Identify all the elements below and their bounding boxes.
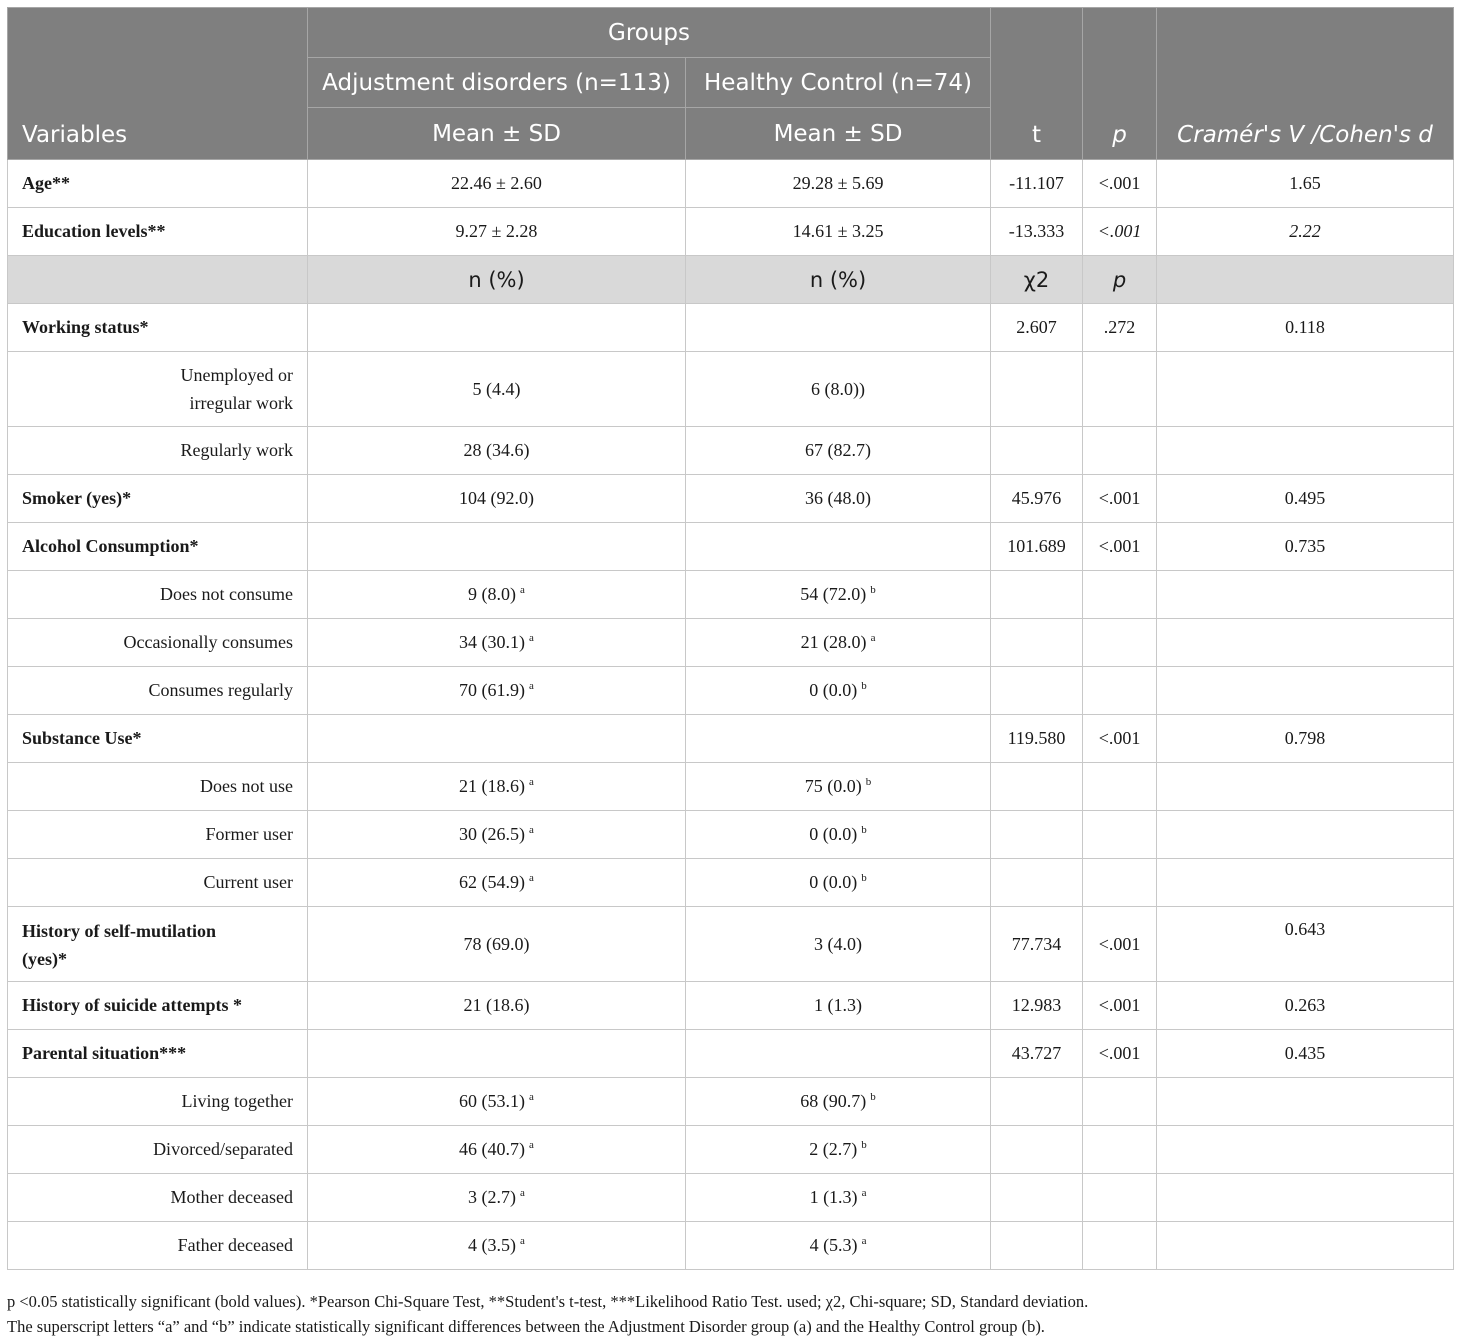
row-label: Does not consume (8, 571, 308, 619)
header-t: t (991, 8, 1083, 160)
row-label: Does not use (8, 763, 308, 811)
cell-effect: 0.798 (1157, 715, 1454, 763)
table-row (8, 715, 1454, 763)
cell-hc: 68 (90.7) $^b$ (686, 1078, 991, 1126)
cell-stat: 119.580 (991, 715, 1083, 763)
row-label: Age** (8, 160, 308, 208)
cell-ad: 3 (2.7) $^a$ (308, 1174, 686, 1222)
cell-p: <.001 (1083, 715, 1157, 763)
cell-hc: 75 (0.0) $^b$ (686, 763, 991, 811)
header-group-adjustment: Adjustment disorders (n=113) (308, 58, 686, 108)
cell-hc: 4 (5.3) $^a$ (686, 1222, 991, 1270)
row-label: Current user (8, 859, 308, 907)
cell-hc: 1 (1.3) (686, 982, 991, 1030)
table-footnotes (7, 1289, 1453, 1339)
subheader-empty (8, 256, 308, 304)
cell-ad: 4 (3.5) $^a$ (308, 1222, 686, 1270)
cell-ad: 62 (54.9) $^a$ (308, 859, 686, 907)
cell-hc: 3 (4.0) (686, 907, 991, 982)
table-row (8, 427, 1454, 475)
cell-stat: 43.727 (991, 1030, 1083, 1078)
cell-effect: 0.263 (1157, 982, 1454, 1030)
cell-stat: -11.107 (991, 160, 1083, 208)
row-label: Smoker (yes)* (8, 475, 308, 523)
cell-ad: 5 (4.4) (308, 352, 686, 427)
header-mean-sd-ad: Mean ± SD (308, 108, 686, 160)
cell-hc: 29.28 ± 5.69 (686, 160, 991, 208)
cell-ad: 9.27 ± 2.28 (308, 208, 686, 256)
row-label: Mother deceased (8, 1174, 308, 1222)
cell-stat: 12.983 (991, 982, 1083, 1030)
cell-ad: 22.46 ± 2.60 (308, 160, 686, 208)
table-row (8, 160, 1454, 208)
cell-stat: 45.976 (991, 475, 1083, 523)
table-row (8, 907, 1454, 982)
cell-hc: 67 (82.7) (686, 427, 991, 475)
subheader-n-percent-ad: n (%) (308, 256, 686, 304)
cell-hc: 6 (8.0)) (686, 352, 991, 427)
cell-ad: 9 (8.0) $^a$ (308, 571, 686, 619)
row-label: Consumes regularly (8, 667, 308, 715)
row-label: Former user (8, 811, 308, 859)
header-variables: Variables (8, 8, 308, 160)
cell-effect: 0.435 (1157, 1030, 1454, 1078)
header-mean-sd-hc: Mean ± SD (686, 108, 991, 160)
cell-stat: 2.607 (991, 304, 1083, 352)
row-label: History of self-mutilation (yes)* (8, 907, 308, 982)
cell-hc: 54 (72.0) $^b$ (686, 571, 991, 619)
subheader-n-percent-hc: n (%) (686, 256, 991, 304)
cell-ad: 30 (26.5) $^a$ (308, 811, 686, 859)
cell-effect: 1.65 (1157, 160, 1454, 208)
cell-p: <.001 (1083, 1030, 1157, 1078)
subheader-row (8, 256, 1454, 304)
cell-effect: 0.118 (1157, 304, 1454, 352)
table-row (8, 523, 1454, 571)
header-effect-size: Cramér's V /Cohen's d (1157, 8, 1454, 160)
table-row (8, 619, 1454, 667)
table-row (8, 667, 1454, 715)
cell-hc: 0 (0.0) $^b$ (686, 667, 991, 715)
cell-stat: 101.689 (991, 523, 1083, 571)
cell-hc: 14.61 ± 3.25 (686, 208, 991, 256)
cell-ad: 46 (40.7) $^a$ (308, 1126, 686, 1174)
table-row (8, 1222, 1454, 1270)
cell-ad: 28 (34.6) (308, 427, 686, 475)
header-p: p (1083, 8, 1157, 160)
table-row (8, 352, 1454, 427)
row-label: Living together (8, 1078, 308, 1126)
table-row (8, 208, 1454, 256)
cell-hc: 0 (0.0) $^b$ (686, 859, 991, 907)
cell-hc: 21 (28.0) $^a$ (686, 619, 991, 667)
cell-hc: 2 (2.7) $^b$ (686, 1126, 991, 1174)
footnote-line: The superscript letters “a” and “b” indicate statistically significant differences between the Adjustment Disorder group (a) and the Healthy Control group (b). (7, 1317, 1045, 1336)
cell-p: <.001 (1083, 160, 1157, 208)
cell-p: .272 (1083, 304, 1157, 352)
cell-ad: 60 (53.1) $^a$ (308, 1078, 686, 1126)
row-label: Substance Use* (8, 715, 308, 763)
header-groups: Groups (308, 8, 991, 58)
cell-stat: 77.734 (991, 907, 1083, 982)
row-label: History of suicide attempts * (8, 982, 308, 1030)
row-label: Regularly work (8, 427, 308, 475)
row-label: Unemployed or irregular work (8, 352, 308, 427)
cell-ad: 34 (30.1) $^a$ (308, 619, 686, 667)
table-row (8, 859, 1454, 907)
subheader-empty (1157, 256, 1454, 304)
cell-effect: 0.495 (1157, 475, 1454, 523)
table-row (8, 475, 1454, 523)
row-label: Alcohol Consumption* (8, 523, 308, 571)
row-label: Divorced/separated (8, 1126, 308, 1174)
cell-hc: 1 (1.3) $^a$ (686, 1174, 991, 1222)
cell-ad: 104 (92.0) (308, 475, 686, 523)
cell-stat: -13.333 (991, 208, 1083, 256)
table-row (8, 811, 1454, 859)
cell-ad: 70 (61.9) $^a$ (308, 667, 686, 715)
table-row (8, 304, 1454, 352)
demographics-table (7, 7, 1454, 1270)
table-row (8, 763, 1454, 811)
cell-hc: 0 (0.0) $^b$ (686, 811, 991, 859)
table-row (8, 1078, 1454, 1126)
cell-effect: 0.735 (1157, 523, 1454, 571)
cell-p: <.001 (1083, 982, 1157, 1030)
cell-hc: 36 (48.0) (686, 475, 991, 523)
subheader-chi-square: χ2 (991, 256, 1083, 304)
table-row (8, 1126, 1454, 1174)
table-row (8, 1174, 1454, 1222)
cell-p: <.001 (1083, 907, 1157, 982)
cell-effect: 0.643 (1157, 907, 1454, 982)
cell-effect: 2.22 (1157, 208, 1454, 256)
cell-p: <.001 (1083, 208, 1157, 256)
row-label: Occasionally consumes (8, 619, 308, 667)
footnote-line: p <0.05 statistically significant (bold values). *Pearson Chi-Square Test, **Student's t-test, ***Likelihood Ratio Test. used; χ2, Chi-square; SD, Standard deviation. (7, 1292, 1089, 1311)
header-group-healthy: Healthy Control (n=74) (686, 58, 991, 108)
table-row (8, 982, 1454, 1030)
cell-p: <.001 (1083, 523, 1157, 571)
row-label: Education levels** (8, 208, 308, 256)
cell-ad: 78 (69.0) (308, 907, 686, 982)
cell-ad: 21 (18.6) $^a$ (308, 763, 686, 811)
row-label: Father deceased (8, 1222, 308, 1270)
table-row (8, 1030, 1454, 1078)
table-row (8, 571, 1454, 619)
row-label: Parental situation*** (8, 1030, 308, 1078)
row-label: Working status* (8, 304, 308, 352)
cell-p: <.001 (1083, 475, 1157, 523)
subheader-p: p (1083, 256, 1157, 304)
cell-ad: 21 (18.6) (308, 982, 686, 1030)
